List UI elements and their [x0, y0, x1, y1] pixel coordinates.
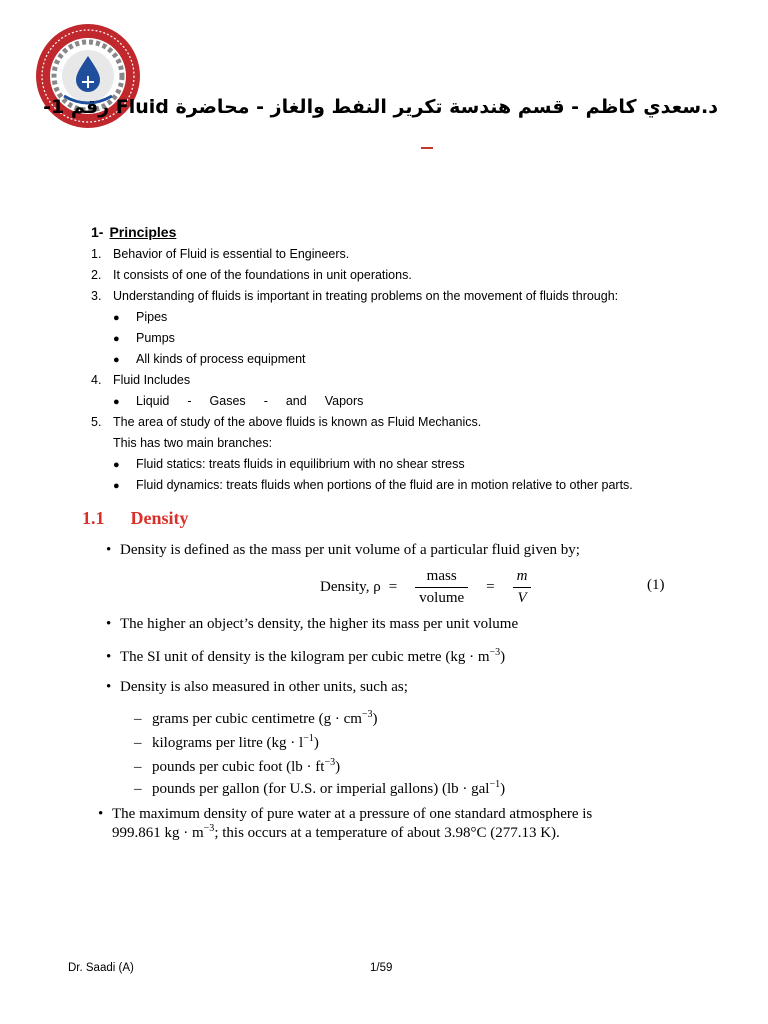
unit-item: – kilograms per litre $(kg \cdot l^{-1})$ [134, 733, 319, 751]
equation-fraction-m-v: $\frac{m}{V}$ [513, 568, 532, 607]
list-item-continuation: This has two main branches: [113, 436, 273, 450]
list-item: ● Fluid dynamics: treats fluids when portions of the fluid are in motion relative to other parts. [113, 478, 633, 492]
density-bullet: • Density is also measured in other units, such as; [106, 679, 408, 695]
list-item: ● Pumps [113, 331, 175, 345]
unit-item: – pounds per gallon (for U.S. or imperial gallons) (lb · gal$^{-1}$) [134, 779, 506, 797]
list-item: ● Pipes [113, 310, 168, 324]
list-item: 1. Behavior of Fluid is essential to Engineers. [91, 247, 350, 261]
list-item: ● All kinds of process equipment [113, 352, 306, 366]
principles-title: Principles [109, 224, 177, 240]
lecture-header-title: د.سعدي كاظم - قسم هندسة تكرير النفط والغاز - محاضرة Fluid رقم 1- [43, 96, 718, 118]
unit-item: – pounds per cubic foot $(lb \cdot ft^{-3})$ [134, 757, 341, 775]
equation-fraction-mass-volume: $\frac{\text{mass}}{\text{volume}}$ [415, 568, 468, 607]
density-bullet: • The SI unit of density is the kilogram per cubic metre $(kg \cdot m^{-3})$ [106, 647, 506, 665]
list-item: 4. Fluid Includes [91, 373, 191, 387]
equation-number: (1) [647, 577, 665, 593]
density-bullet: • The higher an object’s density, the higher its mass per unit volume [106, 616, 519, 632]
density-heading [82, 508, 189, 529]
equation-lhs: Density, ρ [320, 578, 381, 595]
list-item: 3. Understanding of fluids is important in treating problems on the movement of fluids through: [91, 289, 619, 303]
principles-number: 1- [91, 224, 104, 240]
density-number: 1.1 [82, 508, 105, 528]
header-red-dash [421, 147, 433, 149]
list-item: 2. It consists of one of the foundations in unit operations. [91, 268, 412, 282]
footer-author: Dr. Saadi (A) [68, 962, 134, 974]
unit-item: – grams per cubic centimetre $(g \cdot cm^{-3})$ [134, 709, 378, 727]
footer-page-number: 1/59 [370, 962, 393, 974]
water-density-paragraph: • The maximum density of pure water at a pressure of one standard atmosphere is 999.861 kg · $m^{-3}$; this occurs at a temperature of about 3.98°C (277.13 K). [98, 806, 593, 841]
density-title: Density [130, 508, 189, 528]
density-equation: Density, ρ = $\frac{\text{mass}}{\text{volume}}$ = $\frac{m}{V}$ [320, 566, 541, 608]
list-item: ● Liquid - Gases - and Vapors [113, 394, 364, 408]
principles-heading [91, 222, 176, 243]
list-item: ● Fluid statics: treats fluids in equilibrium with no shear stress [113, 457, 465, 471]
list-item: 5. The area of study of the above fluids is known as Fluid Mechanics. [91, 415, 482, 429]
density-intro: • Density is defined as the mass per unit volume of a particular fluid given by; [106, 542, 580, 558]
